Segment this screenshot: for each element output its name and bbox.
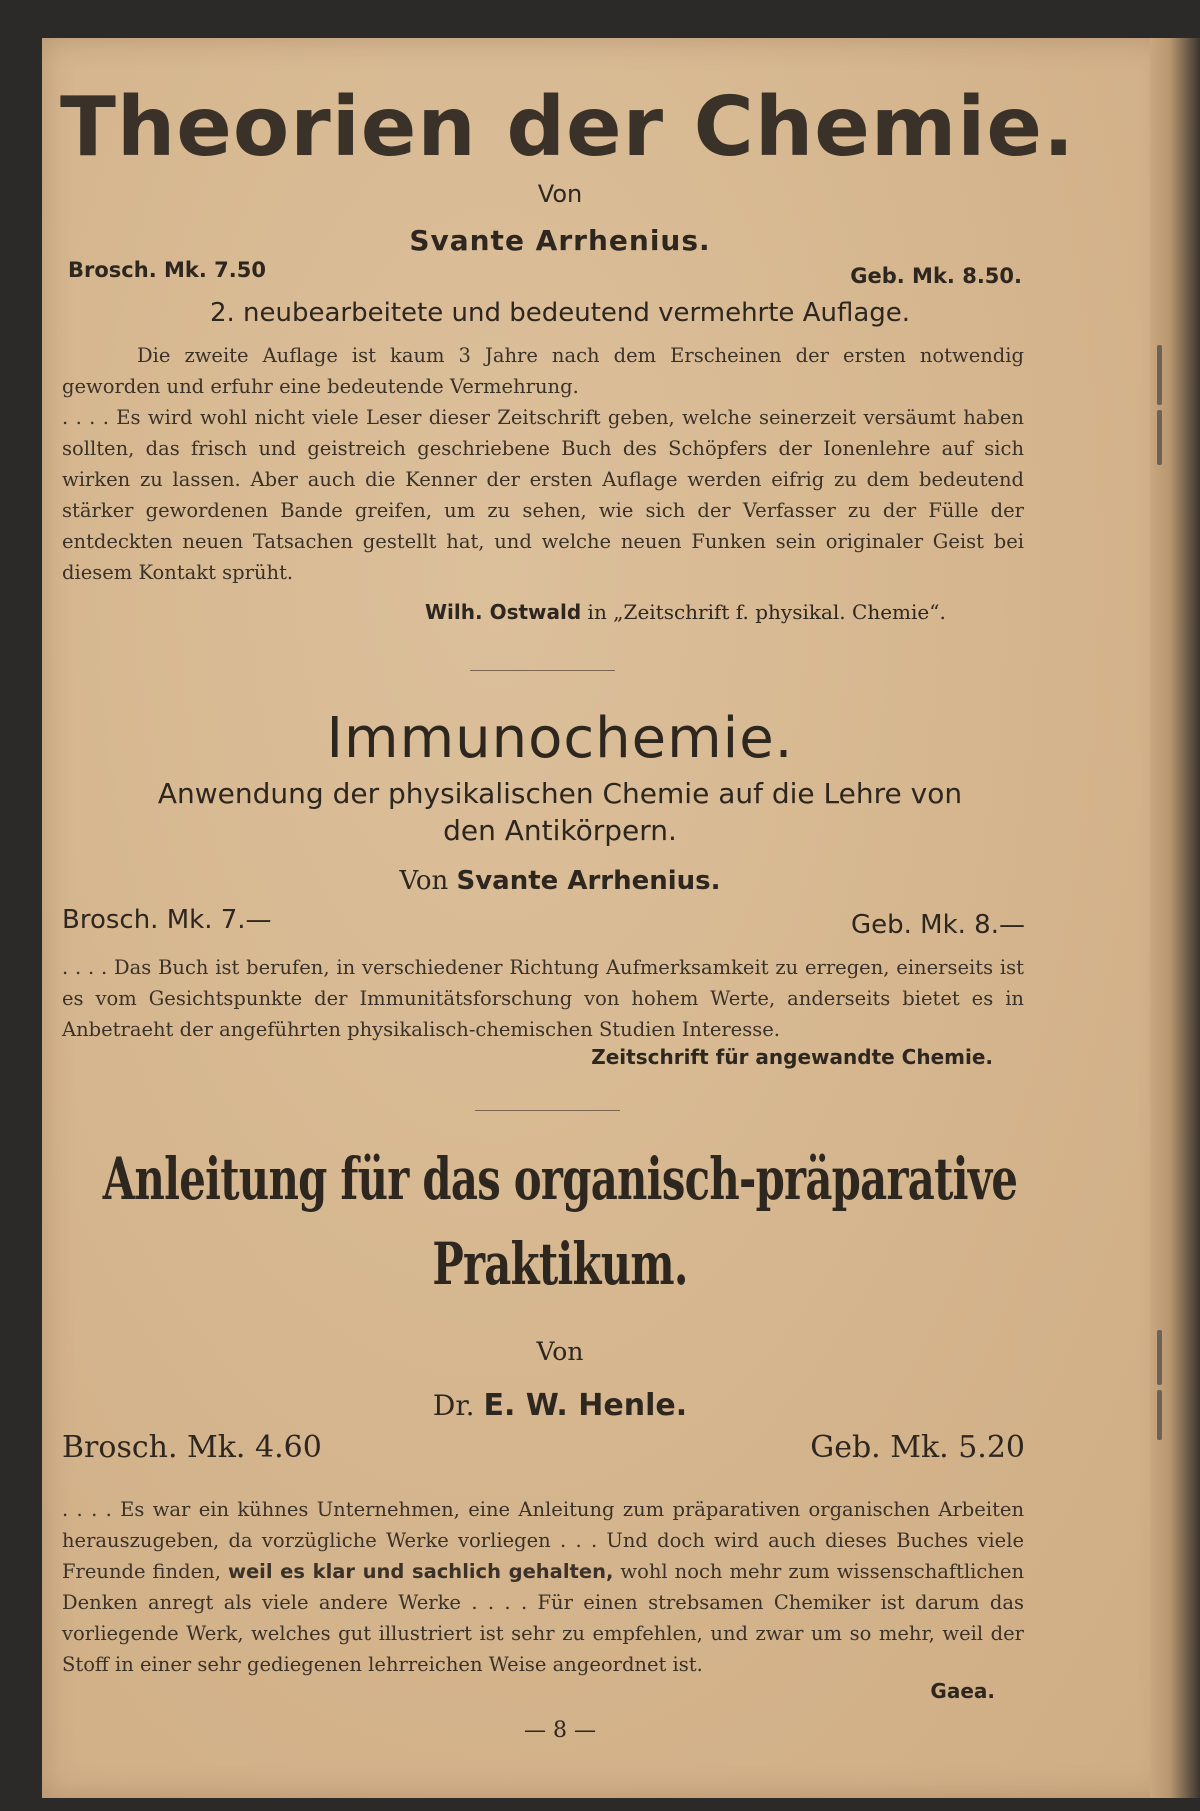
book2-author: Svante Arrhenius. xyxy=(456,866,721,896)
book1-source-name: Wilh. Ostwald xyxy=(425,600,582,624)
staple-mark xyxy=(1157,345,1162,405)
book1-price-brosch: Brosch. Mk. 7.50 xyxy=(68,258,266,282)
staple-mark xyxy=(1157,1330,1162,1385)
book1-author: Svante Arrhenius. xyxy=(409,224,711,257)
book2-subtitle-1: Anwendung der physikalischen Chemie auf die Lehre von xyxy=(157,777,963,810)
book3-review xyxy=(62,1494,1024,1680)
book3-price-brosch: Brosch. Mk. 4.60 xyxy=(62,1430,322,1465)
book1-review-source xyxy=(425,600,946,624)
book2-review-source: Zeitschrift für angewandte Chemie. xyxy=(591,1045,993,1069)
book3-review-a: . . . . Es war ein kühnes Unternehmen, eine Anleitung zum präparativen organischen Arbeiten herauszugeben, da vorzügliche Werke vorliegen . . . Und doch wird auch dieses Buches viele Freunde finden, xyxy=(62,1498,1024,1583)
book2-price-geb: Geb. Mk. 8.— xyxy=(850,910,1025,940)
book3-author: E. W. Henle. xyxy=(483,1388,688,1423)
book3-price-geb: Geb. Mk. 5.20 xyxy=(810,1430,1025,1465)
book2-review: . . . . Das Buch ist berufen, in verschiedener Richtung Aufmerksamkeit zu erregen, einerseits ist es vom Gesichtspunkte der Immunitätsforschung von hohem Werte, anderseits bietet es in Anbetraeht der angeführten physikalisch-chemischen Studien Interesse. xyxy=(62,956,1024,1041)
separator-1 xyxy=(470,670,615,671)
book1-review-2: . . . . Es wird wohl nicht viele Leser dieser Zeitschrift geben, welche seinerzeit versäumt haben sollten, das frisch und geistreich geschriebene Buch des Schöpfers der Ionenlehre auf sich wirken zu lassen. Aber auch die Kenner der ersten Auflage werden eifrig zu dem bedeutend stärker gewordenen Bande greifen, um zu sehen, wie sich der Verfasser zu der Fülle der entdeckten neuen Tatsachen gestellt hat, und welche neuen Funken sein originaler Geist bei diesem Kontakt sprüht. xyxy=(62,406,1024,584)
book1-review-1: Die zweite Auflage ist kaum 3 Jahre nach dem Erscheinen der ersten notwendig geworden und erfuhr eine bedeutende Vermehrung. xyxy=(62,344,1024,398)
book1-von: Von xyxy=(537,180,583,208)
staple-mark xyxy=(1157,1390,1162,1440)
book2-subtitle-2: den Antikörpern. xyxy=(443,814,677,847)
book3-author-prefix: Dr. xyxy=(432,1389,475,1422)
book-gutter xyxy=(1150,38,1200,1798)
book1-price-geb: Geb. Mk. 8.50. xyxy=(850,264,1022,288)
separator-2 xyxy=(475,1110,620,1111)
book2-price-brosch: Brosch. Mk. 7.— xyxy=(62,905,272,935)
book1-title: Theorien der Chemie. xyxy=(60,80,1076,175)
book2-byline xyxy=(60,866,1060,896)
book3-title-1: Anleitung für das organisch-präparative xyxy=(102,1145,1018,1213)
book3-review-b: wohl noch mehr zum wissenschaftlichen Denken anregt als viele andere Werke . . . . Für einen strebsamen Chemiker ist darum das vorliegende Werk, welches gut illustriert ist sehr zu empfehlen, und zwar um so mehr, weil der Stoff in einer sehr gediegenen lehrreichen Weise angeordnet ist. xyxy=(62,1560,1025,1676)
book3-review-bold: weil es klar und sachlich gehalten, xyxy=(227,1560,614,1583)
book3-byline xyxy=(60,1388,1060,1423)
book2-title: Immunochemie. xyxy=(326,706,794,771)
page-number: — 8 — xyxy=(524,1718,596,1743)
book3-von: Von xyxy=(536,1337,584,1366)
book1-source-in: in „Zeitschrift f. physikal. Chemie“. xyxy=(587,600,946,624)
book3-review-source: Gaea. xyxy=(930,1679,995,1703)
book3-title-2: Praktikum. xyxy=(432,1230,688,1298)
book1-edition: 2. neubearbeitete und bedeutend vermehrte Auflage. xyxy=(209,298,911,328)
book2-von: Von xyxy=(399,866,449,896)
staple-mark xyxy=(1157,410,1162,465)
